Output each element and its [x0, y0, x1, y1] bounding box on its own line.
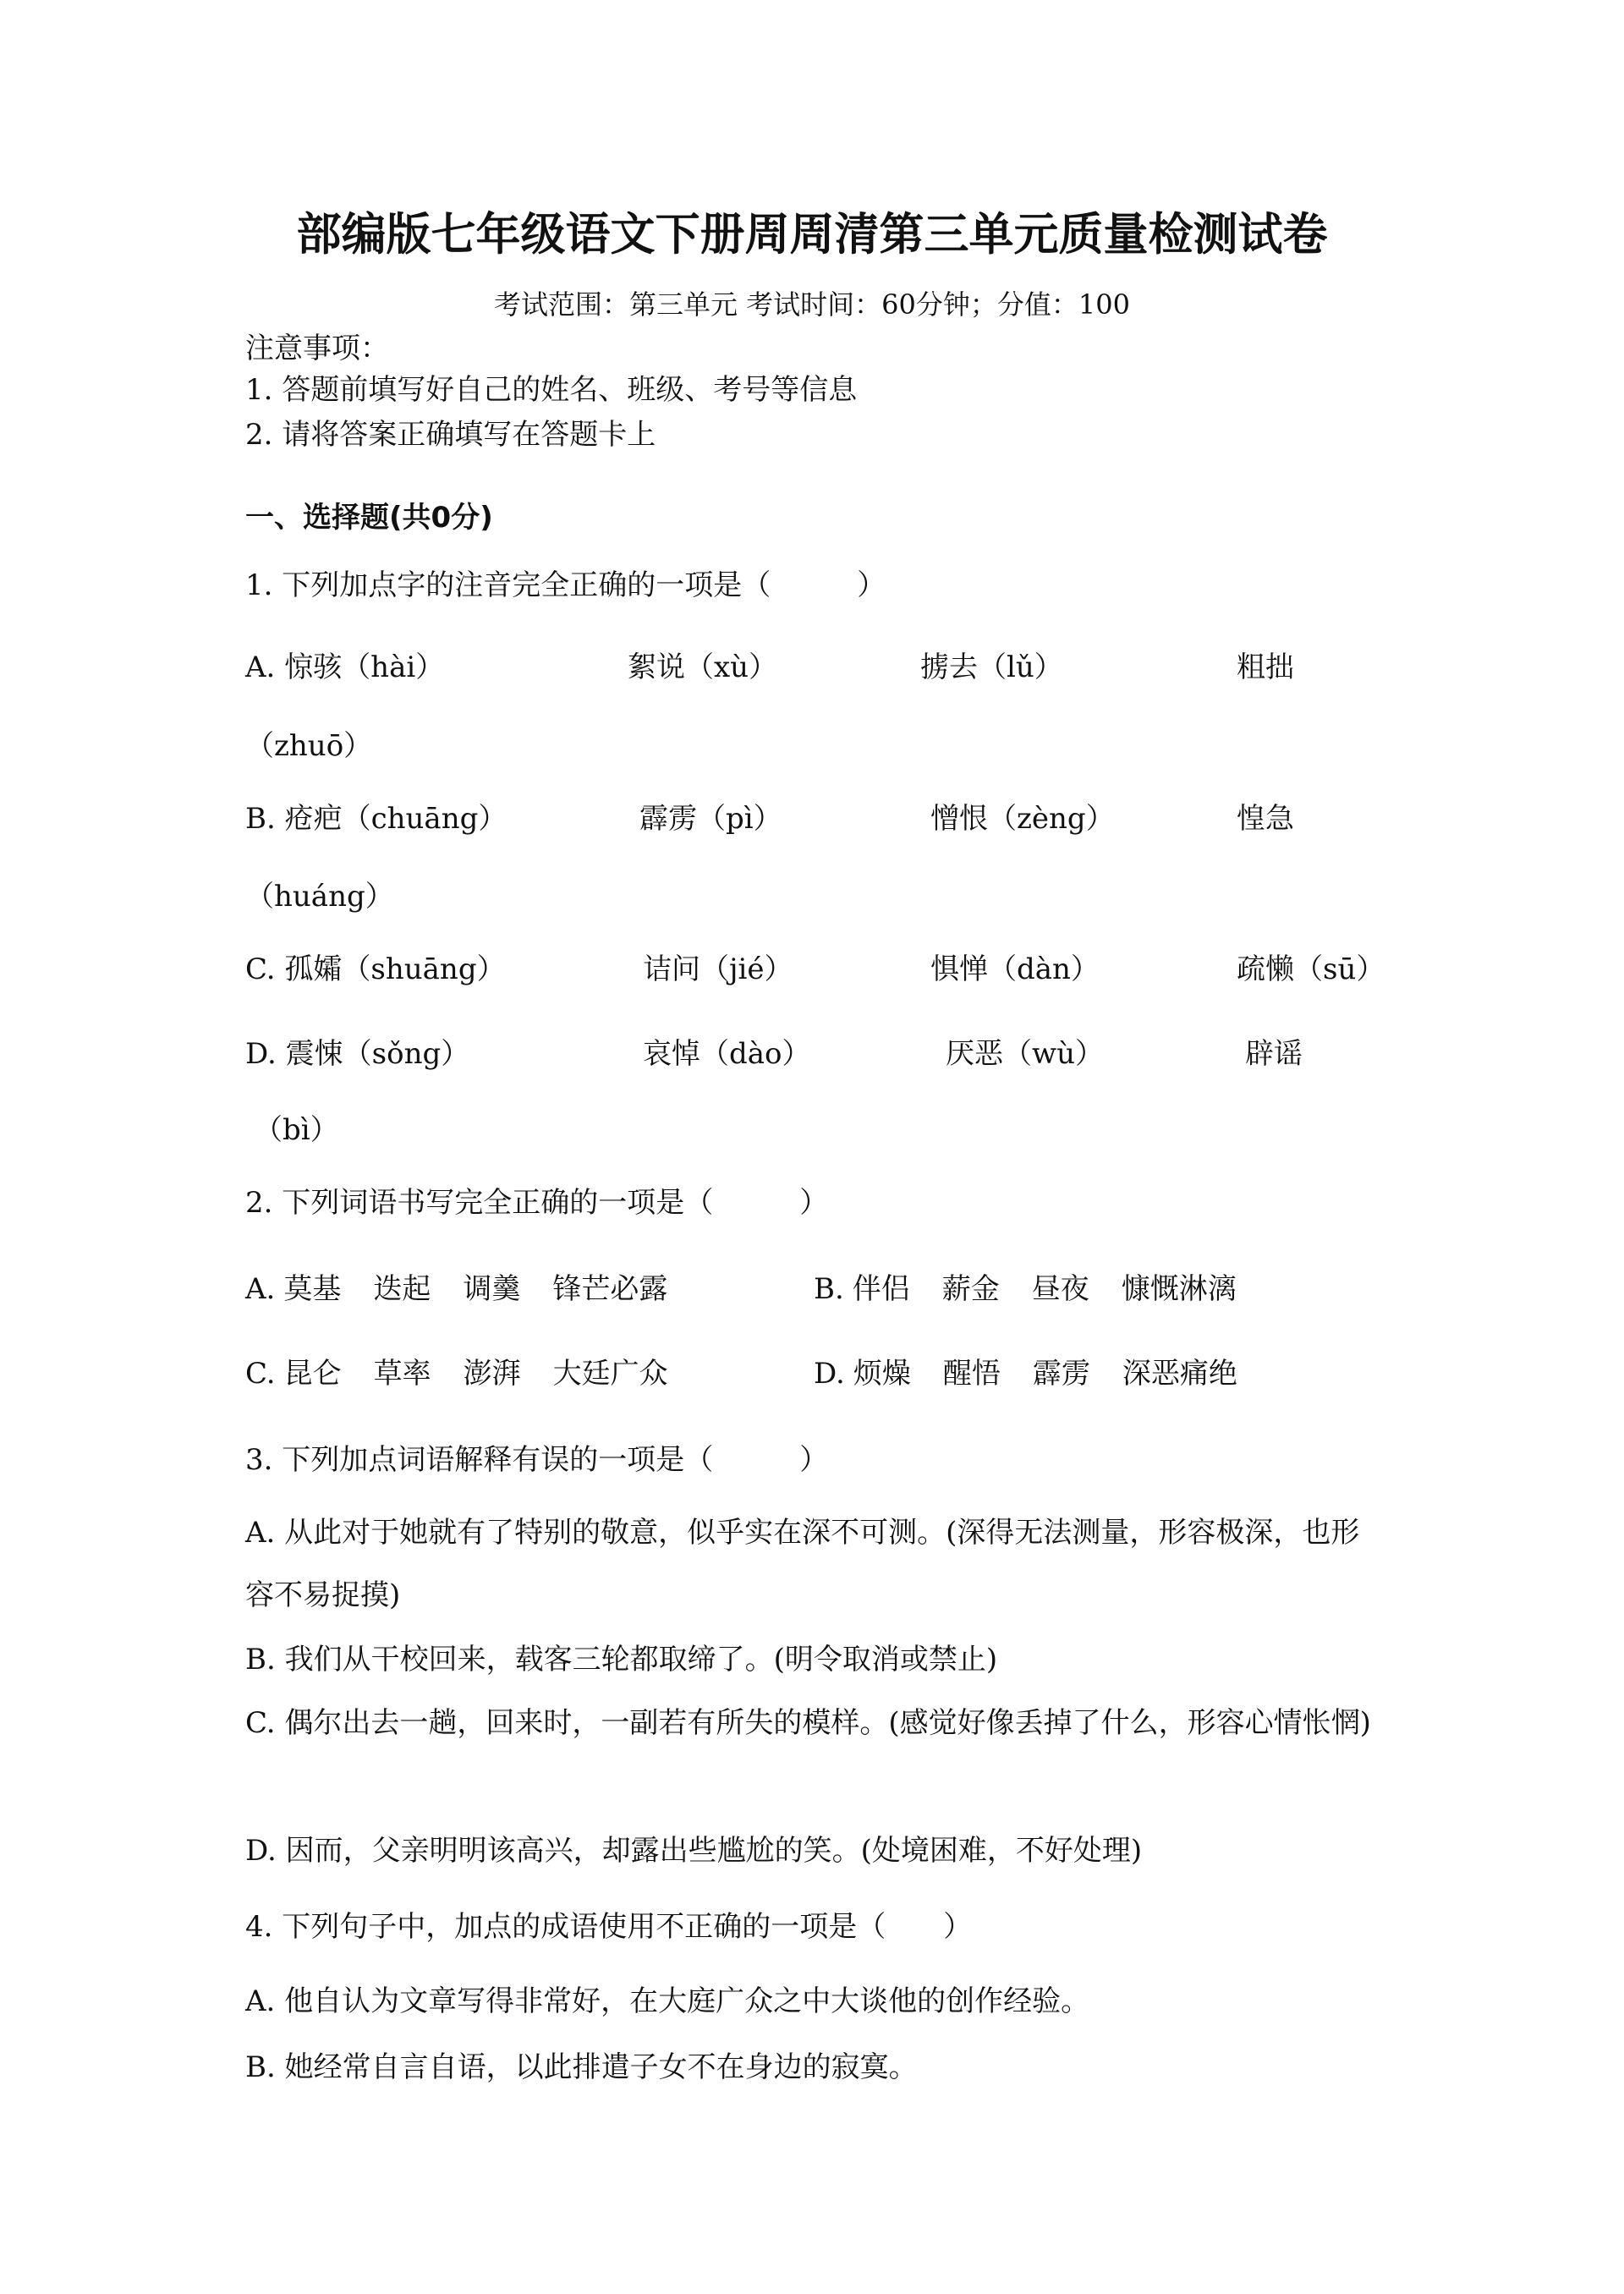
q1-option-d-word: 厌恶（wù） [946, 1037, 1104, 1071]
option-word: 澎湃 [463, 1357, 521, 1391]
q2-option-c [245, 1353, 700, 1394]
notes-heading: 注意事项： [245, 332, 389, 365]
option-word: 莫基 [283, 1272, 342, 1306]
option-word: 昼夜 [1031, 1272, 1089, 1306]
q1-option-d-word: 辟谣 [1245, 1037, 1303, 1071]
exam-info: 考试范围：第三单元 考试时间：60分钟；分值：100 [494, 288, 1130, 321]
q1-option-b-word: 惶急 [1237, 802, 1294, 836]
section-title: 一、选择题(共0分) [245, 501, 493, 535]
q1-option-b-word: 憎恨（zèng） [930, 802, 1115, 836]
option-word: 薪金 [941, 1272, 1000, 1306]
q3-option-a: A. 从此对于她就有了特别的敬意，似乎实在深不可测。(深得无法测量，形容极深，也形容不易捉摸) [245, 1516, 1360, 1612]
q4-option-b: B. 她经常自言自语，以此排遣子女不在身边的寂寞。 [245, 2050, 918, 2084]
q1-option-a-word: 絮说（xù） [628, 650, 778, 684]
q1-option-d-word: （bì） [254, 1113, 339, 1147]
option-word: 锋芒必露 [552, 1272, 668, 1306]
option-word: 深恶痛绝 [1122, 1357, 1237, 1391]
option-word: 昆仑 [283, 1357, 342, 1391]
q2-option-b [814, 1269, 1269, 1309]
option-letter: D. [814, 1357, 845, 1391]
q1-option-a-word: 粗拙 [1237, 650, 1294, 684]
q1-option-c-word: 疏懒（sū） [1237, 952, 1385, 986]
q1-option-d: D. 震悚（sǒng） [245, 1037, 470, 1071]
q1-option-d-word: 哀悼（dào） [643, 1037, 811, 1071]
q2-option-d [814, 1353, 1270, 1394]
option-letter: A. [245, 1272, 276, 1306]
note-item: 2. 请将答案正确填写在答题卡上 [245, 418, 656, 452]
page-title: 部编版七年级语文下册周周清第三单元质量检测试卷 [296, 209, 1328, 261]
option-word: 调羹 [463, 1272, 521, 1306]
option-word: 伴侣 [852, 1272, 910, 1306]
q1-option-b: B. 疮疤（chuāng） [245, 802, 508, 836]
question-stem: 3. 下列加点词语解释有误的一项是（ ） [245, 1443, 829, 1477]
q3-option-c: C. 偶尔出去一趟，回来时，一副若有所失的模样。(感觉好像丢掉了什么，形容心情怅惘) [245, 1706, 1371, 1740]
option-letter: C. [245, 1357, 276, 1391]
q1-option-c-word: 惧惮（dàn） [930, 952, 1100, 986]
q1-option-a-word: （zhuō） [245, 729, 373, 763]
option-word: 霹雳 [1032, 1357, 1090, 1391]
q1-option-b-word: 霹雳（pì） [639, 802, 782, 836]
q1-option-b-word: （huáng） [245, 880, 394, 914]
question-stem: 4. 下列句子中，加点的成语使用不正确的一项是（ ） [245, 1910, 973, 1944]
option-word: 迭起 [373, 1272, 431, 1306]
q1-option-c: C. 孤孀（shuāng） [245, 952, 506, 986]
q1-option-a: A. 惊骇（hài） [245, 650, 445, 684]
option-word: 烦燥 [853, 1357, 911, 1391]
q1-option-a-word: 掳去（lǔ） [920, 650, 1063, 684]
option-letter: B. [814, 1272, 844, 1306]
note-item: 1. 答题前填写好自己的姓名、班级、考号等信息 [245, 373, 858, 407]
question-stem: 1. 下列加点字的注音完全正确的一项是（ ） [245, 568, 886, 602]
q2-option-a [245, 1269, 700, 1309]
q3-option-b: B. 我们从干校回来，载客三轮都取缔了。(明令取消或禁止) [245, 1643, 998, 1677]
q1-option-c-word: 诘问（jié） [643, 952, 793, 986]
option-word: 醒悟 [942, 1357, 1001, 1391]
q4-option-a: A. 他自认为文章写得非常好，在大庭广众之中大谈他的创作经验。 [245, 1984, 1090, 2018]
option-word: 慷慨淋漓 [1121, 1272, 1237, 1306]
question-stem: 2. 下列词语书写完全正确的一项是（ ） [245, 1186, 829, 1220]
option-word: 大廷广众 [552, 1357, 668, 1391]
option-word: 草率 [373, 1357, 431, 1391]
q3-option-d: D. 因而，父亲明明该高兴，却露出些尴尬的笑。(处境困难，不好处理) [245, 1834, 1143, 1868]
